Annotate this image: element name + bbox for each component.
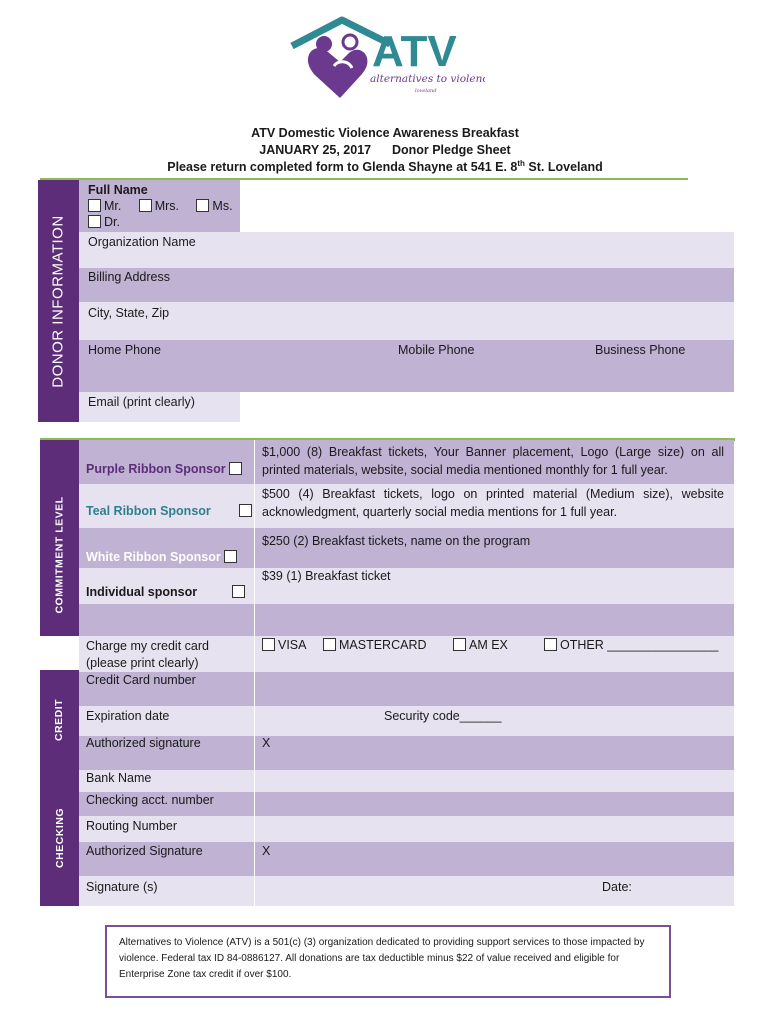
- credit-gap: [40, 636, 79, 670]
- charge-card-label: [86, 638, 209, 672]
- home-phone-label: Home Phone: [88, 343, 161, 357]
- signatures-row[interactable]: [79, 876, 734, 906]
- mrs-label: Mrs.: [154, 199, 180, 213]
- footer-note: [105, 925, 671, 998]
- atv-logo: [290, 14, 485, 102]
- logo-sub: loveland: [415, 88, 437, 94]
- date-label: Date:: [602, 880, 632, 894]
- dr-option: [88, 215, 120, 229]
- routing-row[interactable]: [79, 816, 734, 842]
- atv-logo-graphic: [290, 14, 485, 102]
- mastercard-checkbox[interactable]: [323, 638, 336, 651]
- signatures-label: Signature (s): [86, 880, 158, 894]
- credit-signature-label: Authorized signature: [86, 736, 201, 750]
- checking-signature-x: X: [262, 844, 271, 858]
- mrs-checkbox[interactable]: [139, 199, 152, 212]
- blank-row: [79, 604, 734, 636]
- charge-card-line2: (please print clearly): [86, 656, 199, 670]
- city-row[interactable]: [79, 302, 734, 340]
- purple-sponsor-desc: $1,000 (8) Breakfast tickets, Your Banner placement, Logo (Large size) on all printed materials, website, social media mentioned monthly for 1 full year.: [262, 445, 724, 477]
- individual-sponsor-checkbox[interactable]: [232, 585, 245, 598]
- dr-checkbox[interactable]: [88, 215, 101, 228]
- business-phone-label: Business Phone: [595, 343, 686, 357]
- commitment-sidebar-label: COMMITMENT LEVEL: [53, 496, 66, 614]
- visa-option: [262, 638, 307, 652]
- amex-checkbox[interactable]: [453, 638, 466, 651]
- event-title: ATV Domestic Violence Awareness Breakfast: [251, 126, 519, 140]
- checking-acct-label: Checking acct. number: [86, 793, 214, 807]
- teal-sponsor-desc: $500 (4) Breakfast tickets, logo on printed material (Medium size), website acknowledgment, quarterly social media mentions for 1 full year.: [262, 487, 724, 519]
- bank-name-row[interactable]: [79, 770, 734, 792]
- visa-checkbox[interactable]: [262, 638, 275, 651]
- routing-label: Routing Number: [86, 819, 178, 833]
- white-sponsor-label: White Ribbon Sponsor: [86, 550, 221, 564]
- white-sponsor-option: [86, 550, 240, 564]
- email-label: Email (print clearly): [88, 395, 195, 409]
- credit-signature-x: X: [262, 736, 271, 750]
- teal-sponsor-label: Teal Ribbon Sponsor: [86, 504, 211, 518]
- full-name-field[interactable]: [240, 180, 734, 232]
- mastercard-label: MASTERCARD: [339, 638, 427, 652]
- footer-text: Alternatives to Violence (ATV) is a 501(c) (3) organization dedicated to providing support services to those impacted by violence. Federal tax ID 84-0886127. All donations are tax deductible minus $22 of value received and eligible for Enterprise Zone tax credit if over $100.: [119, 937, 645, 980]
- purple-sponsor-option: [86, 462, 245, 476]
- return-text: Please return completed form to Glenda Shayne at 541 E. 8: [167, 160, 518, 174]
- city-label: City, State, Zip: [88, 306, 170, 320]
- donor-sidebar-label: DONOR INFORMATION: [50, 214, 68, 388]
- logo-text: ATV: [372, 27, 457, 76]
- event-date-title: JANUARY 25, 2017 Donor Pledge Sheet: [259, 143, 511, 157]
- email-field[interactable]: [240, 392, 734, 422]
- white-sponsor-checkbox[interactable]: [224, 550, 237, 563]
- visa-label: VISA: [278, 638, 307, 652]
- amex-label: AM EX: [469, 638, 508, 652]
- teal-sponsor-checkbox[interactable]: [239, 504, 252, 517]
- purple-sponsor-checkbox[interactable]: [229, 462, 242, 475]
- ms-checkbox[interactable]: [196, 199, 209, 212]
- individual-sponsor-label: Individual sponsor: [86, 585, 198, 599]
- mr-label: Mr.: [104, 199, 122, 213]
- ms-label: Ms.: [212, 199, 233, 213]
- expiration-label: Expiration date: [86, 709, 170, 723]
- mastercard-option: [323, 638, 427, 652]
- checking-signature-label: Authorized Signature: [86, 844, 203, 858]
- logo-tagline: alternatives to violence: [370, 73, 485, 85]
- mr-checkbox[interactable]: [88, 199, 101, 212]
- return-sup: th: [517, 158, 525, 168]
- checking-sidebar-label: CHECKING: [53, 807, 66, 869]
- credit-sidebar: [40, 670, 79, 770]
- teal-sponsor-option: [86, 504, 255, 518]
- return-text-end: St. Loveland: [524, 160, 603, 174]
- white-sponsor-desc: $250 (2) Breakfast tickets, name on the program: [262, 534, 531, 548]
- credit-sidebar-label: CREDIT: [53, 698, 66, 742]
- card-number-label: Credit Card number: [86, 673, 196, 687]
- mobile-phone-label: Mobile Phone: [398, 343, 475, 357]
- billing-label: Billing Address: [88, 270, 170, 284]
- other-card-option: [544, 638, 718, 652]
- purple-sponsor-label: Purple Ribbon Sponsor: [86, 462, 226, 476]
- return-instructions: [0, 160, 770, 174]
- other-card-label: OTHER ________________: [560, 638, 719, 652]
- full-name-label: Full Name: [88, 183, 148, 197]
- charge-card-line1: Charge my credit card: [86, 639, 209, 653]
- commitment-col-divider: [254, 440, 255, 636]
- payment-col-divider: [254, 636, 255, 906]
- title-options: [88, 199, 233, 213]
- bank-name-label: Bank Name: [86, 771, 152, 785]
- billing-row[interactable]: [79, 268, 734, 302]
- org-label: Organization Name: [88, 235, 196, 249]
- other-card-checkbox[interactable]: [544, 638, 557, 651]
- amex-option: [453, 638, 508, 652]
- donor-sidebar: [38, 180, 79, 422]
- checking-sidebar: [40, 770, 79, 906]
- individual-sponsor-desc: $39 (1) Breakfast ticket: [262, 569, 391, 583]
- security-code-label: Security code______: [384, 709, 502, 723]
- individual-sponsor-option: [86, 585, 248, 599]
- dr-label: Dr.: [104, 215, 120, 229]
